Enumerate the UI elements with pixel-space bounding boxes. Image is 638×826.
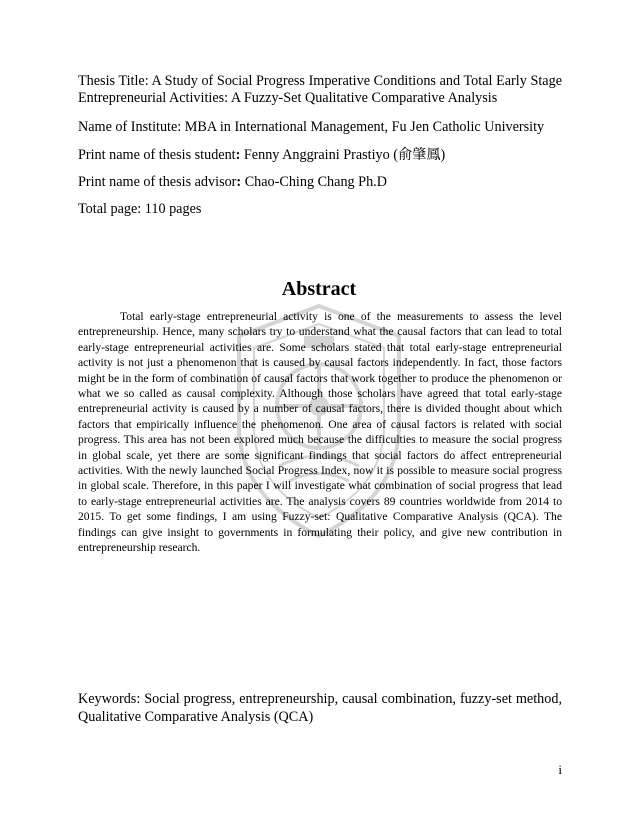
abstract-heading: Abstract — [281, 278, 357, 300]
total-page-label: Total page: — [78, 201, 142, 217]
student-value: Fenny Anggraini Prastiyo (俞肇鳳) — [240, 147, 446, 163]
advisor-label: Print name of thesis advisor — [78, 174, 237, 190]
keywords-label: Keywords — [78, 691, 137, 707]
student-line — [78, 147, 562, 164]
page-number: i — [558, 762, 562, 777]
keywords-colon: : — [136, 691, 141, 707]
advisor-line — [78, 174, 562, 191]
keywords-value: Social progress, entrepreneurship, causal combination, fuzzy-set method, Qualitative Comparative Analysis (QCA) — [78, 691, 562, 725]
advisor-value: Chao-Ching Chang Ph.D — [241, 174, 387, 190]
student-label: Print name of thesis student — [78, 147, 236, 163]
total-page-value: 110 pages — [141, 201, 202, 217]
institute-value: MBA in International Management, Fu Jen Catholic University — [181, 119, 545, 135]
thesis-title-line — [78, 73, 562, 107]
abstract-body: Total early-stage entrepreneurial activity is one of the measurements to assess the level entrepreneurship. Hence, many scholars try to understand what the causal factors that can lead to total early-stage entrepreneurial activities are. Some scholars stated that total early-stage entrepreneurial activity is not just a phenomenon that is caused by causal factors independently. In fact, those factors might be in the form of combination of causal factors that work together to produce the phenomenon or what we so called as causal complexity. Although those scholars have agreed that total early-stage entrepreneurial activity is caused by a number of causal factors, there is divided thought about which factors that empirically influence the phenomenon. One area of causal factors is related with social progress. This area has not been explored much because the difficulties to measure the social progress in global scale, yet there are some significant findings that social factors do affect entrepreneurial activities. With the newly launched Social Progress Index, now it is possible to measure social progress in global scale. Therefore, in this paper I will investigate what combination of social progress that lead to early-stage entrepreneurial activities are. The analysis covers 89 countries worldwide from 2014 to 2015. To get some findings, I am using Fuzzy-set: Qualitative Comparative Analysis (QCA). The findings can give insight to governments in formulating their policy, and give new contribution in entrepreneurship research. — [78, 310, 562, 555]
institute-label: Name of Institute: — [78, 119, 182, 135]
student-colon: : — [235, 147, 241, 163]
keywords-line — [78, 690, 562, 726]
institute-line — [78, 119, 562, 136]
total-page-line — [78, 201, 562, 218]
advisor-colon: : — [236, 174, 242, 190]
thesis-title-label: Thesis Title: — [78, 73, 149, 89]
thesis-title-value: A Study of Social Progress Imperative Conditions and Total Early Stage Entrepreneurial Activities: A Fuzzy-Set Qualitative Comparative Analysis — [78, 73, 562, 106]
